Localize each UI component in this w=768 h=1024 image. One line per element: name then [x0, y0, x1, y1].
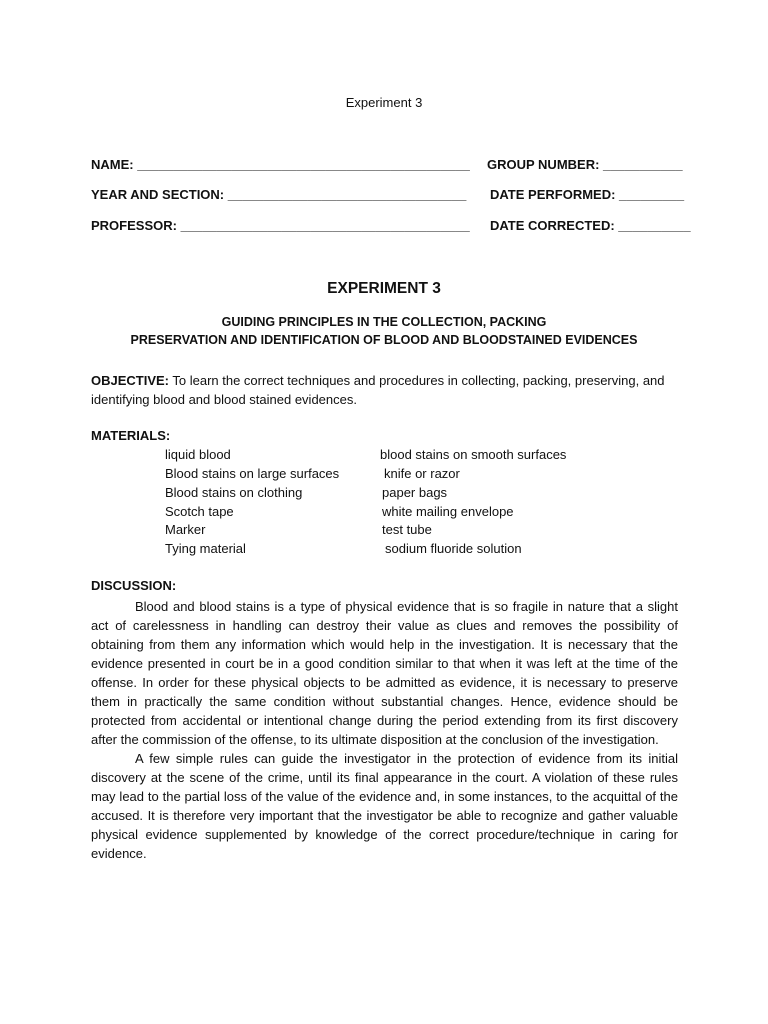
year-section-field: YEAR AND SECTION: _________________________________ [91, 187, 467, 202]
professor-field: PROFESSOR: ________________________________________ [91, 218, 470, 233]
subtitle-line-1: GUIDING PRINCIPLES IN THE COLLECTION, PACKING [221, 315, 547, 329]
material-item: paper bags [382, 485, 448, 500]
material-item: Scotch tape [165, 504, 234, 519]
name-row [91, 157, 681, 175]
name-field: NAME: ______________________________________________ [91, 157, 470, 172]
material-item: Blood stains on clothing [165, 485, 303, 500]
material-item: sodium fluoride solution [385, 541, 522, 556]
page-title: EXPERIMENT 3 [327, 280, 441, 297]
discussion-paragraph-2: A few simple rules can guide the investigator in the protection of evidence from its initial discovery at the scene of the crime, until its final appearance in the court. A violation of these rules may lead to the partial loss of the value of the evidence and, in some instances, to the acquittal of the accused. It is therefore very important that the investigator be able to recognize and gather valuable physical evidence supplemented by knowledge of the correct procedure/technique in caring for evidence. [91, 751, 678, 861]
subtitle-line-2: PRESERVATION AND IDENTIFICATION OF BLOOD AND BLOODSTAINED EVIDENCES [130, 333, 638, 347]
material-item: Blood stains on large surfaces [165, 466, 340, 481]
discussion-paragraph-1: Blood and blood stains is a type of physical evidence that is so fragile in nature that a slight act of carelessness in handling can destroy their value as clues and removes the possibility of obtaining from them any information which would help in the investigation. It is necessary that the evidence presented in court be in a good condition similar to that when it was left at the time of the offense. In order for these physical objects to be admitted as evidence, it is necessary to preserve them in practically the same condition without substantial changes. Hence, evidence should be protected from accidental or intentional change during the period extending from its first discovery after the commission of the offense, to its ultimate disposition at the conclusion of the investigation. [91, 599, 678, 747]
professor-row [91, 218, 691, 236]
material-item: knife or razor [384, 466, 460, 481]
group-number-field: GROUP NUMBER: ___________ [487, 157, 683, 172]
objective-section [91, 371, 681, 409]
material-item: test tube [382, 522, 432, 537]
materials-heading: MATERIALS: [91, 428, 171, 443]
material-item: liquid blood [165, 447, 231, 462]
material-item: blood stains on smooth surfaces [380, 447, 567, 462]
date-corrected-field: DATE CORRECTED: __________ [490, 218, 691, 233]
material-item: Marker [165, 522, 206, 537]
material-item: white mailing envelope [382, 504, 514, 519]
objective-text: To learn the correct techniques and procedures in collecting, packing, preserving, and identifying blood and blood stained evidences. [91, 373, 665, 407]
material-item: Tying material [165, 541, 246, 556]
objective-label: OBJECTIVE: [91, 373, 170, 388]
date-performed-field: DATE PERFORMED: _________ [490, 187, 685, 202]
discussion-heading: DISCUSSION: [91, 578, 177, 593]
discussion-body [91, 597, 678, 863]
experiment-header: Experiment 3 [345, 95, 423, 110]
year-section-row [91, 187, 685, 205]
